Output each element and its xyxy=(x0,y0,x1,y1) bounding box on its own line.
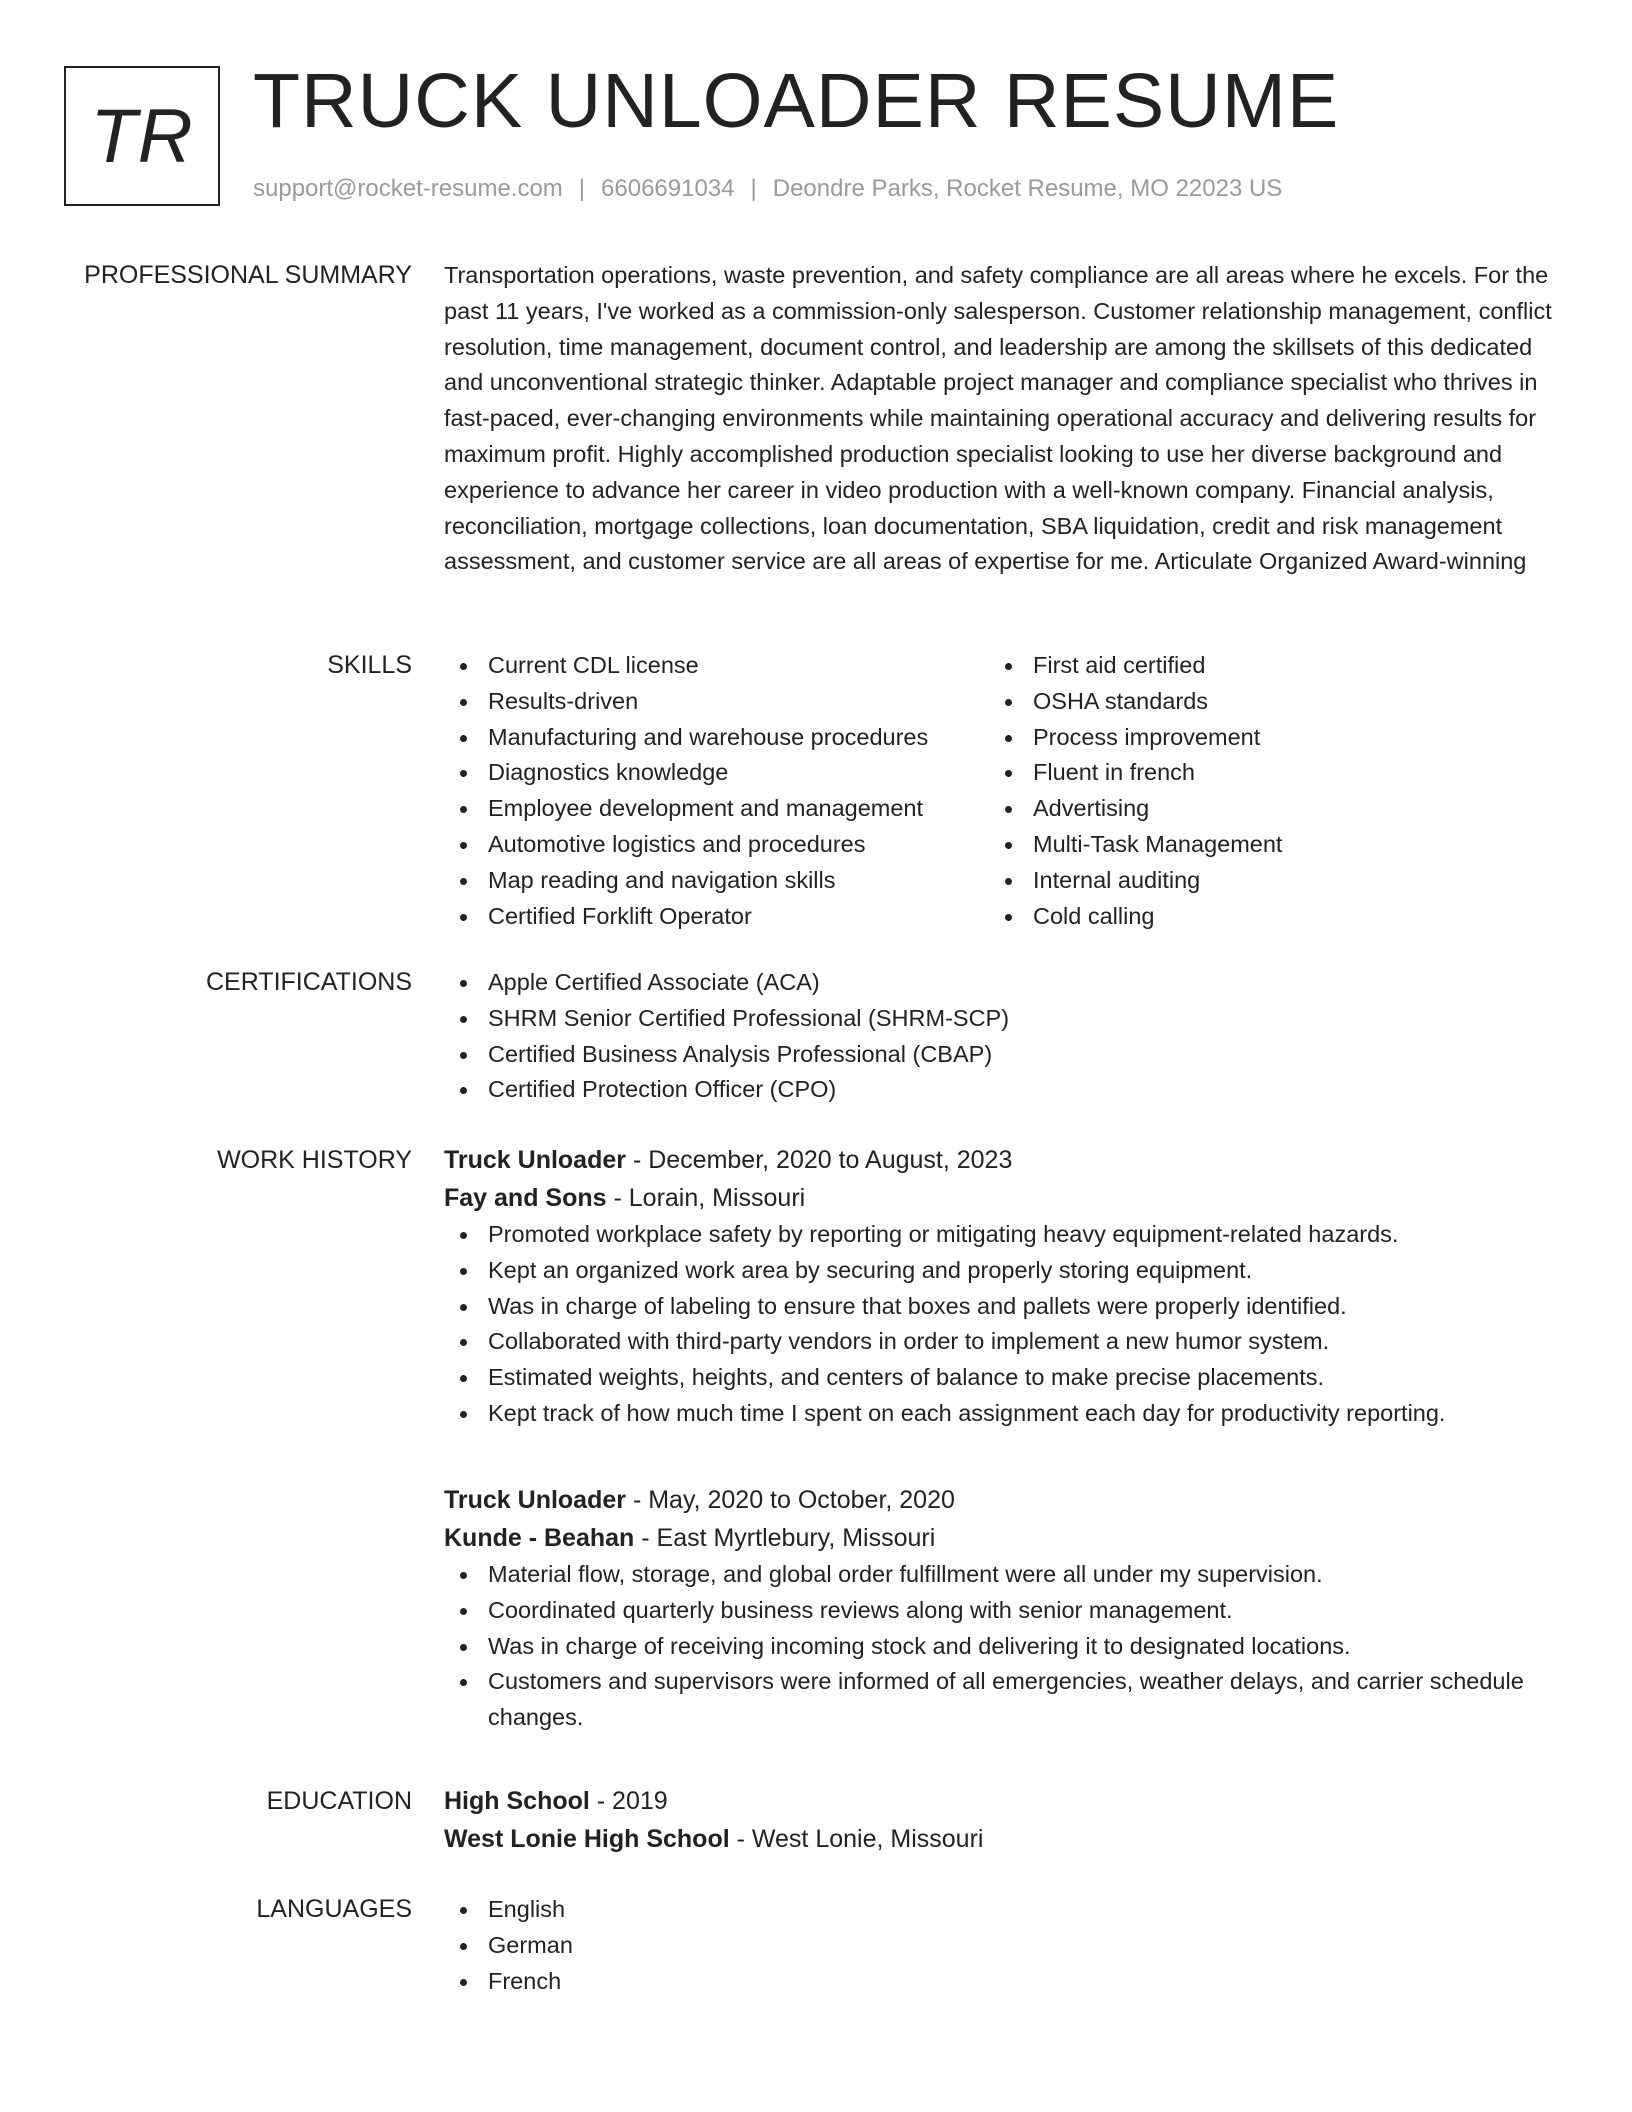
list-item: Customers and supervisors were informed of all emergencies, weather delays, and carrier schedule changes. xyxy=(444,1664,1554,1736)
skills-list-left xyxy=(444,648,989,934)
list-item: Estimated weights, heights, and centers of balance to make precise placements. xyxy=(444,1360,1554,1396)
education-section xyxy=(444,1782,1554,1858)
job-company: Fay and Sons xyxy=(444,1184,607,1212)
list-item: Kept an organized work area by securing and properly storing equipment. xyxy=(444,1253,1554,1289)
list-item: Results-driven xyxy=(444,684,989,720)
languages-section xyxy=(444,1892,1554,1999)
list-item: English xyxy=(444,1892,1554,1928)
section-label-skills: SKILLS xyxy=(327,651,412,679)
contact-line xyxy=(253,172,1282,206)
job-company: Kunde - Beahan xyxy=(444,1524,635,1552)
job-dates: - December, 2020 to August, 2023 xyxy=(626,1146,1013,1174)
job-duties-list xyxy=(444,1217,1554,1432)
list-item: Certified Forklift Operator xyxy=(444,899,989,935)
list-item: OSHA standards xyxy=(989,684,1534,720)
list-item: Kept track of how much time I spent on each assignment each day for productivity reporting. xyxy=(444,1396,1554,1432)
list-item: Multi-Task Management xyxy=(989,827,1534,863)
list-item: First aid certified xyxy=(989,648,1534,684)
job-title-line xyxy=(444,1481,1554,1519)
list-item: Was in charge of labeling to ensure that boxes and pallets were properly identified. xyxy=(444,1289,1554,1325)
summary-section xyxy=(444,258,1554,580)
resume-title: TRUCK UNLOADER RESUME xyxy=(253,58,1340,144)
list-item: Map reading and navigation skills xyxy=(444,863,989,899)
list-item: Internal auditing xyxy=(989,863,1534,899)
section-label-work-history: WORK HISTORY xyxy=(217,1146,412,1174)
list-item: Fluent in french xyxy=(989,755,1534,791)
languages-list xyxy=(444,1892,1554,1999)
contact-separator: | xyxy=(750,175,757,202)
summary-text: Transportation operations, waste prevention, and safety compliance are all areas where he excels. For the past 11 years, I've worked as a commission-only salesperson. Customer relationship management, conflict resolution, time management, document control, and leadership are among the skillsets of this dedicated and unconventional strategic thinker. Adaptable project manager and compliance specialist who thrives in fast-paced, ever-changing environments while maintaining operational accuracy and delivering results for maximum profit. Highly accomplished production specialist looking to use her diverse background and experience to advance her career in video production with a well-known company. Financial analysis, reconciliation, mortgage collections, loan documentation, SBA liquidation, credit and risk management assessment, and customer service are all areas of expertise for me. Articulate Organized Award-winning xyxy=(444,262,1552,575)
list-item: French xyxy=(444,1964,1554,2000)
certifications-list xyxy=(444,965,1554,1108)
list-item: German xyxy=(444,1928,1554,1964)
skills-list-right xyxy=(989,648,1534,934)
list-item: Manufacturing and warehouse procedures xyxy=(444,720,989,756)
job-duties-list xyxy=(444,1557,1554,1736)
list-item: Was in charge of receiving incoming stock and delivering it to designated locations. xyxy=(444,1629,1554,1665)
list-item: Process improvement xyxy=(989,720,1534,756)
skills-section xyxy=(444,648,1554,934)
contact-phone: 6606691034 xyxy=(601,175,735,202)
contact-address: Deondre Parks, Rocket Resume, MO 22023 US xyxy=(772,175,1283,202)
education-degree: High School xyxy=(444,1787,590,1815)
job-location: - Lorain, Missouri xyxy=(606,1184,806,1212)
job-title: Truck Unloader xyxy=(444,1146,626,1174)
education-degree-line xyxy=(444,1782,1554,1820)
list-item: Collaborated with third-party vendors in order to implement a new humor system. xyxy=(444,1324,1554,1360)
list-item: Promoted workplace safety by reporting or mitigating heavy equipment-related hazards. xyxy=(444,1217,1554,1253)
contact-separator: | xyxy=(578,175,586,202)
list-item: Current CDL license xyxy=(444,648,989,684)
initials-monogram xyxy=(64,66,220,206)
initials-text: TR xyxy=(90,93,194,179)
education-school: West Lonie High School xyxy=(444,1825,730,1853)
work-history-job-2 xyxy=(444,1481,1554,1736)
list-item: SHRM Senior Certified Professional (SHRM-SCP) xyxy=(444,1001,1554,1037)
job-location: - East Myrtlebury, Missouri xyxy=(634,1524,936,1552)
list-item: Certified Protection Officer (CPO) xyxy=(444,1072,1554,1108)
job-title: Truck Unloader xyxy=(444,1486,626,1514)
list-item: Coordinated quarterly business reviews along with senior management. xyxy=(444,1593,1554,1629)
list-item: Diagnostics knowledge xyxy=(444,755,989,791)
contact-email: support@rocket-resume.com xyxy=(253,175,563,202)
job-title-line xyxy=(444,1141,1554,1179)
list-item: Apple Certified Associate (ACA) xyxy=(444,965,1554,1001)
education-year: - 2019 xyxy=(589,1787,668,1815)
list-item: Employee development and management xyxy=(444,791,989,827)
work-history-job-1 xyxy=(444,1141,1554,1432)
job-company-line xyxy=(444,1519,1554,1557)
section-label-languages: LANGUAGES xyxy=(256,1895,412,1923)
job-company-line xyxy=(444,1179,1554,1217)
list-item: Advertising xyxy=(989,791,1534,827)
certifications-section xyxy=(444,965,1554,1108)
section-label-education: EDUCATION xyxy=(266,1787,412,1815)
section-label-summary: PROFESSIONAL SUMMARY xyxy=(84,261,412,289)
education-location: - West Lonie, Missouri xyxy=(729,1825,984,1853)
list-item: Automotive logistics and procedures xyxy=(444,827,989,863)
list-item: Cold calling xyxy=(989,899,1534,935)
section-label-certifications: CERTIFICATIONS xyxy=(205,968,412,996)
job-dates: - May, 2020 to October, 2020 xyxy=(626,1486,955,1514)
list-item: Material flow, storage, and global order fulfillment were all under my supervision. xyxy=(444,1557,1554,1593)
education-school-line xyxy=(444,1820,1554,1858)
list-item: Certified Business Analysis Professional (CBAP) xyxy=(444,1037,1554,1073)
